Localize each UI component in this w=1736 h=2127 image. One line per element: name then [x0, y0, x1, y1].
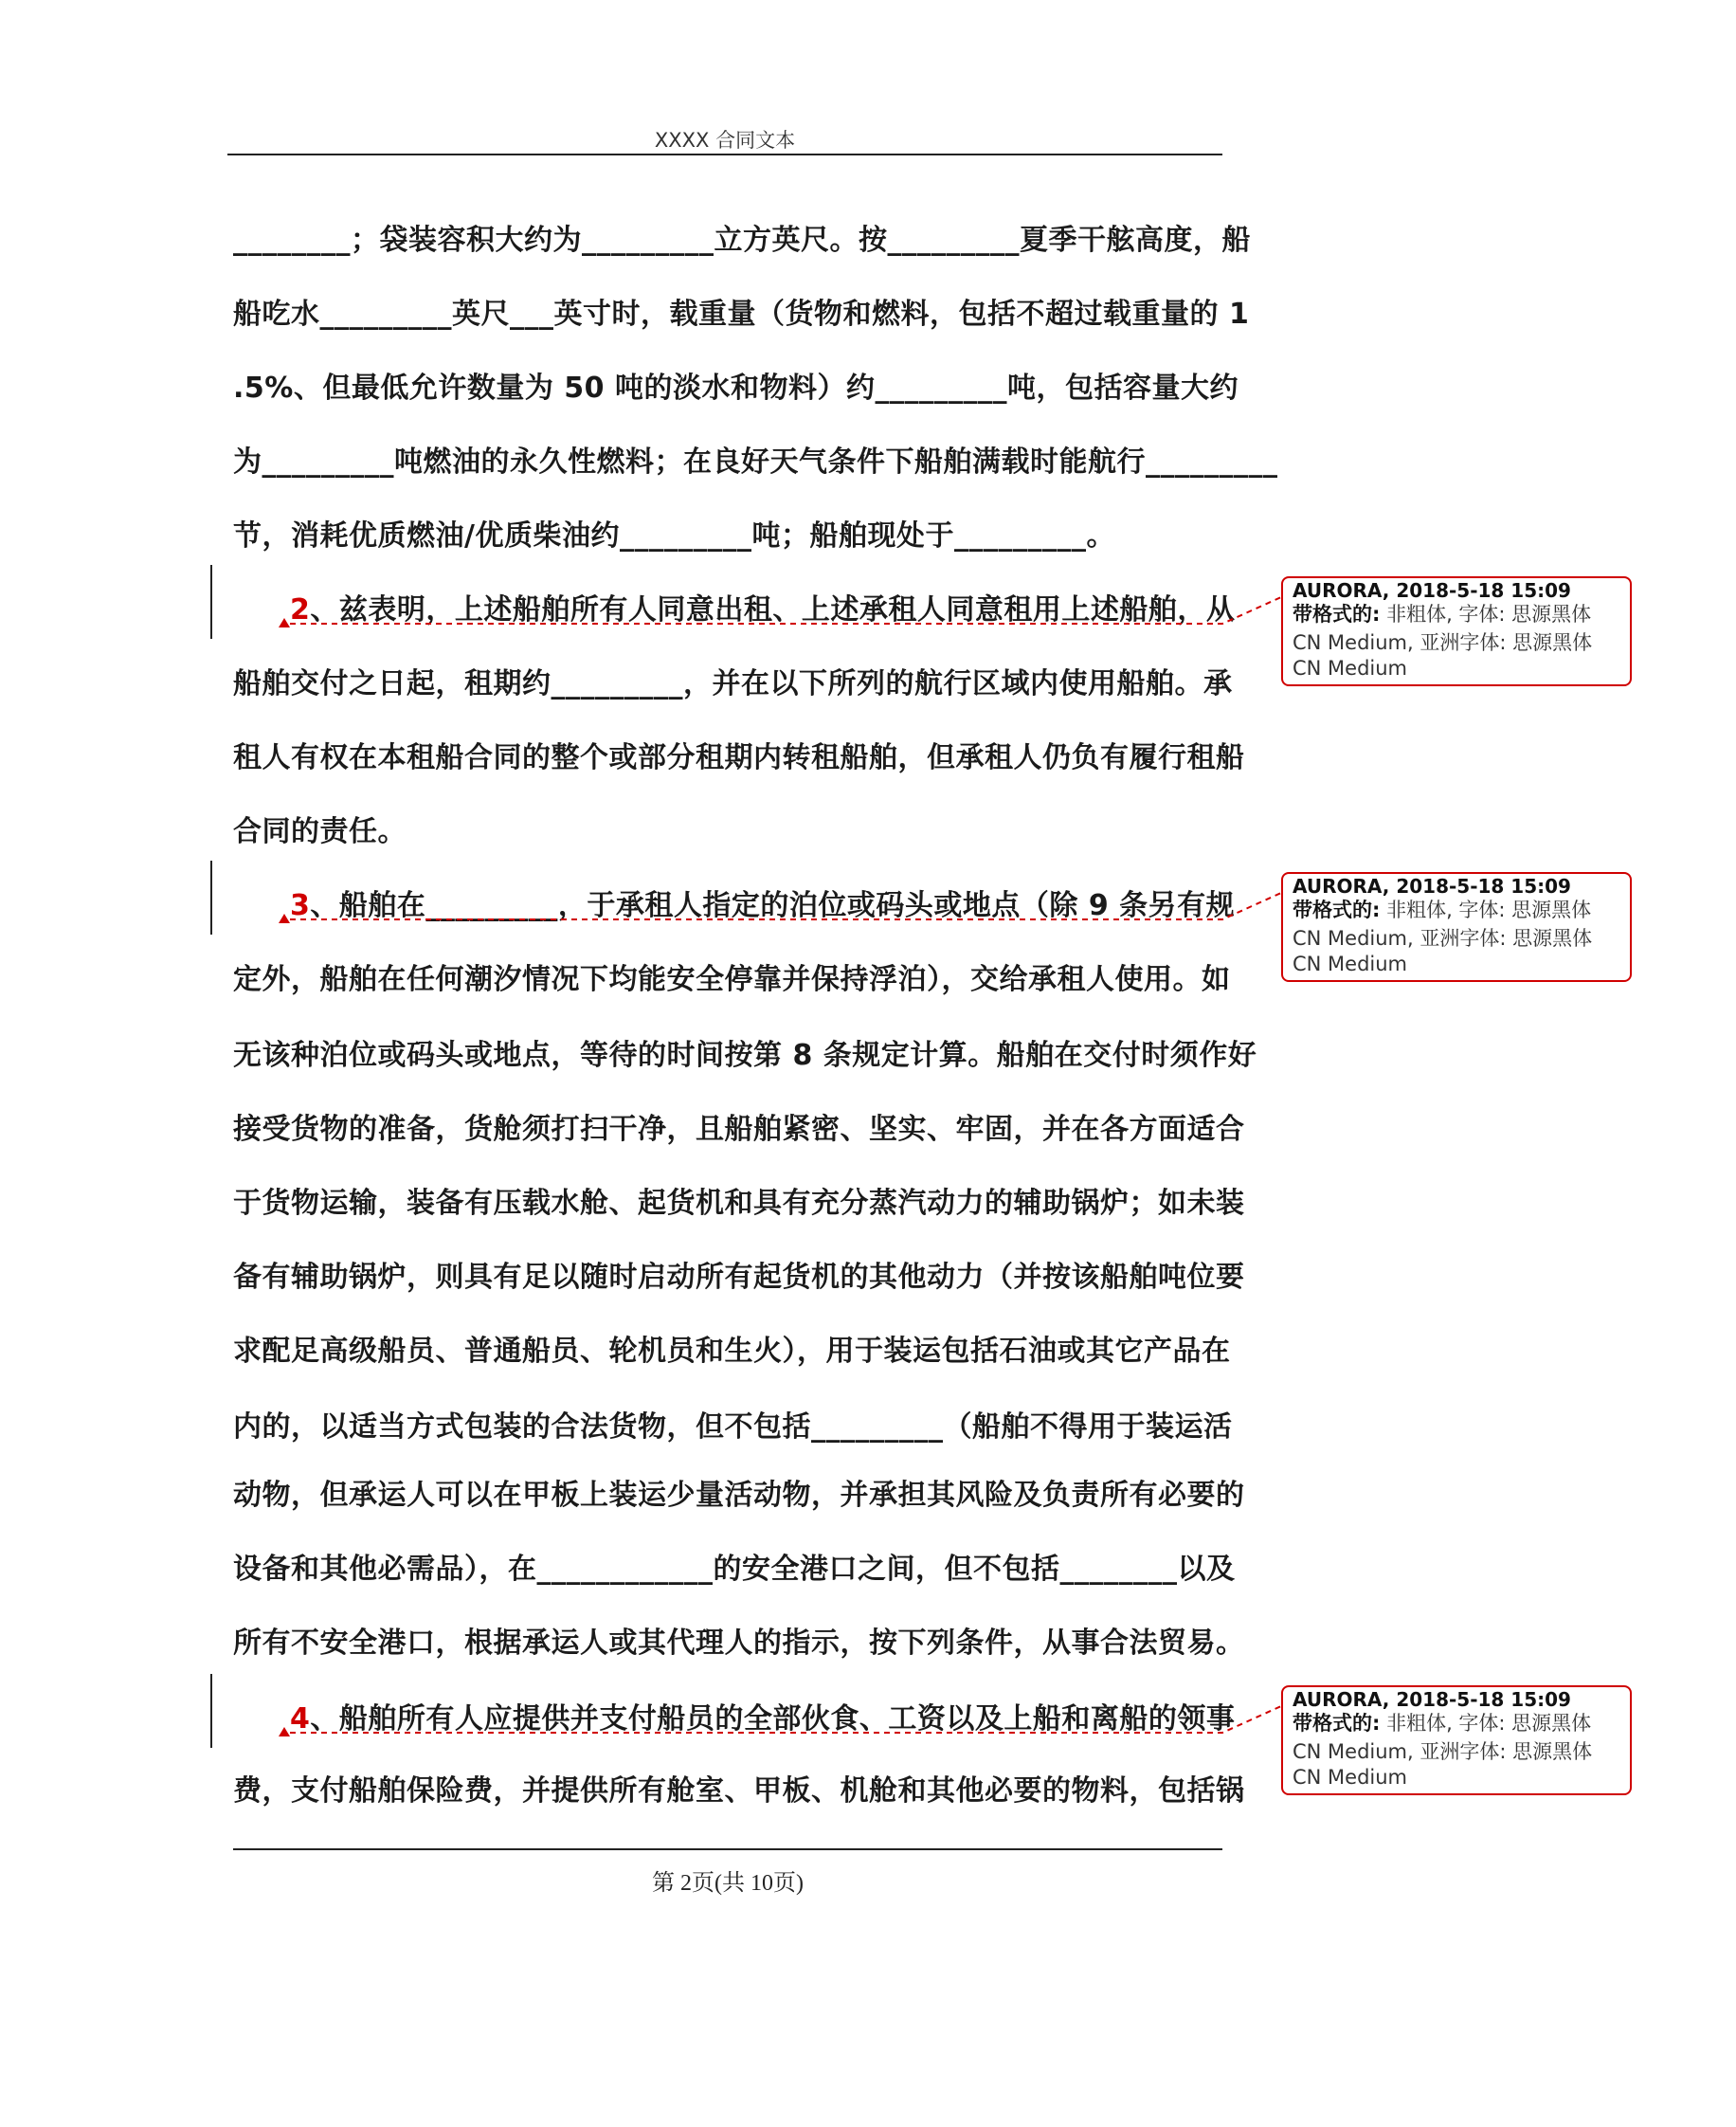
paragraph-4-first-line: 4、船舶所有人应提供并支付船员的全部伙食、工资以及上船和离船的领事	[290, 1702, 1236, 1736]
paragraph-number: 4	[290, 1702, 311, 1736]
body-line-11: 定外，船舶在任何潮汐情况下均能安全停靠并保持浮泊），交给承租人使用。如	[233, 963, 1231, 996]
footer-rule	[233, 1848, 1222, 1850]
body-line-5: 节，消耗优质燃油/优质柴油约_________吨；船舶现处于_________。	[233, 519, 1115, 553]
body-line-4: 为_________吨燃油的永久性燃料；在良好天气条件下船舶满载时能航行_________	[233, 445, 1278, 479]
body-line-3: .5%、但最低允许数量为 50 吨的淡水和物料）约_________吨，包括容量大约	[233, 372, 1239, 405]
body-line-16: 求配足高级船员、普通船员、轮机员和生火），用于装运包括石油或其它产品在	[233, 1335, 1231, 1368]
body-line-20: 所有不安全港口，根据承运人或其代理人的指示，按下列条件，从事合法贸易。	[233, 1627, 1245, 1660]
body-line-7: 船舶交付之日起，租期约_________，并在以下所列的航行区域内使用船舶。承	[233, 667, 1233, 700]
body-line-8: 租人有权在本租船合同的整个或部分租期内转租船舶，但承租人仍负有履行租船	[233, 741, 1245, 774]
page-header-title: XXXX 合同文本	[654, 129, 796, 152]
comment-author: AURORA, 2018-5-18 15:09	[1293, 579, 1571, 602]
comment-balloon[interactable]: AURORA, 2018-5-18 15:09 带格式的: 非粗体, 字体: 思源黑体 CN Medium, 亚洲字体: 思源黑体 CN Medium	[1281, 872, 1632, 982]
page-number: 第 2页(共 10页)	[652, 1871, 804, 1896]
comment-balloon[interactable]: AURORA, 2018-5-18 15:09 带格式的: 非粗体, 字体: 思源黑体 CN Medium, 亚洲字体: 思源黑体 CN Medium	[1281, 576, 1632, 686]
paragraph-number: 3	[290, 889, 311, 922]
body-line-15: 备有辅助锅炉，则具有足以随时启动所有起货机的其他动力（并按该船舶吨位要	[233, 1261, 1245, 1294]
body-line-2: 船吃水_________英尺___英寸时，载重量（货物和燃料，包括不超过载重量的 1	[233, 298, 1250, 331]
body-line-18: 动物，但承运人可以在甲板上装运少量活动物，并承担其风险及负责所有必要的	[233, 1479, 1245, 1512]
comment-author: AURORA, 2018-5-18 15:09	[1293, 1688, 1571, 1711]
body-line-14: 于货物运输，装备有压载水舱、起货机和具有充分蒸汽动力的辅助锅炉；如未装	[233, 1187, 1245, 1220]
paragraph-number: 2	[290, 593, 311, 627]
body-line-22: 费，支付船舶保险费，并提供所有舱室、甲板、机舱和其他必要的物料，包括锅	[233, 1774, 1245, 1808]
body-line-13: 接受货物的准备，货舱须打扫干净，且船舶紧密、坚实、牢固，并在各方面适合	[233, 1113, 1245, 1146]
paragraph-3-first-line: 3、船舶在_________，于承租人指定的泊位或码头或地点（除 9 条另有规	[290, 889, 1236, 922]
paragraph-2-first-line: 2、兹表明，上述船舶所有人同意出租、上述承租人同意租用上述船舶，从	[290, 593, 1236, 627]
comment-author: AURORA, 2018-5-18 15:09	[1293, 875, 1571, 898]
body-line-9: 合同的责任。	[233, 815, 407, 848]
comment-balloon[interactable]: AURORA, 2018-5-18 15:09 带格式的: 非粗体, 字体: 思源黑体 CN Medium, 亚洲字体: 思源黑体 CN Medium	[1281, 1685, 1632, 1795]
body-line-19: 设备和其他必需品），在____________的安全港口之间，但不包括________以及	[233, 1553, 1236, 1586]
body-line-12: 无该种泊位或码头或地点，等待的时间按第 8 条规定计算。船舶在交付时须作好	[233, 1039, 1257, 1072]
body-line-17: 内的，以适当方式包装的合法货物，但不包括_________（船舶不得用于装运活	[233, 1410, 1233, 1444]
body-line-1: ________；袋装容积大约为_________立方英尺。按_________夏季干舷高度，船	[233, 224, 1251, 257]
